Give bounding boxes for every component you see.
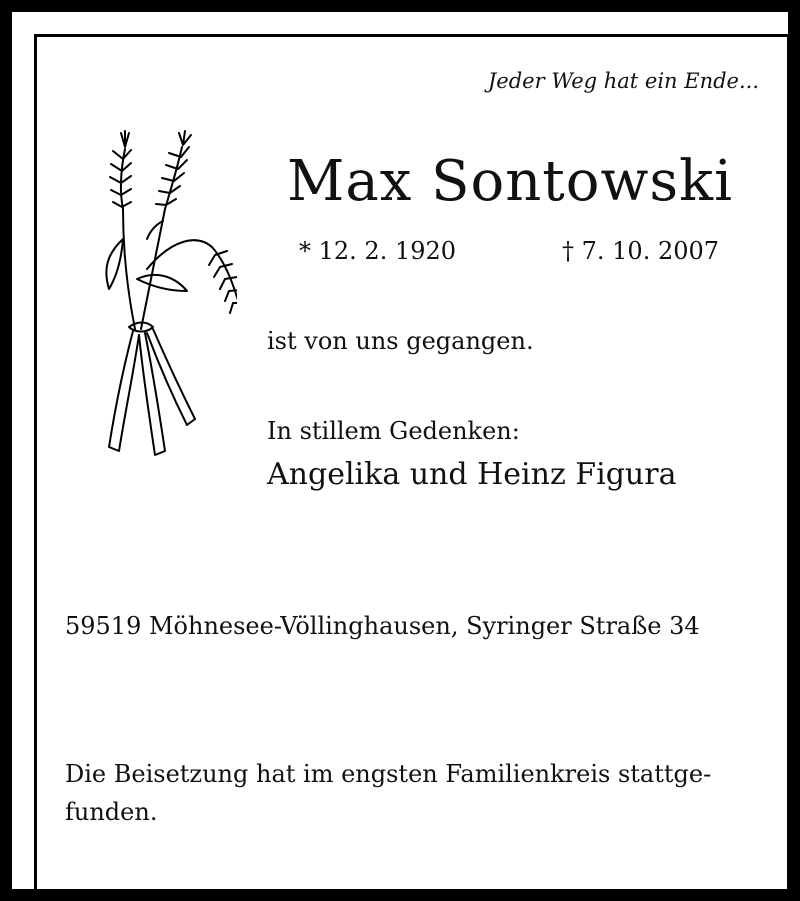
death-date: † 7. 10. 2007 xyxy=(562,237,720,265)
remembrance-label: In stillem Gedenken: xyxy=(267,417,520,445)
address: 59519 Möhnesee-Völlinghausen, Syringer Straße 34 xyxy=(65,612,700,640)
funeral-note-line-1: Die Beisetzung hat im engsten Familienkreis stattge- xyxy=(65,760,712,788)
motto-text: Jeder Weg hat ein Ende... xyxy=(487,69,759,93)
outer-frame xyxy=(12,12,788,889)
deceased-name: Max Sontowski xyxy=(287,149,733,214)
mourners-names: Angelika und Heinz Figura xyxy=(267,457,677,492)
birth-date: * 12. 2. 1920 xyxy=(299,237,457,265)
wheat-bundle-icon xyxy=(77,129,237,459)
passing-message: ist von uns gegangen. xyxy=(267,327,534,355)
funeral-note xyxy=(65,755,765,831)
notice-border xyxy=(34,34,790,892)
funeral-note-line-2: funden. xyxy=(65,798,158,826)
